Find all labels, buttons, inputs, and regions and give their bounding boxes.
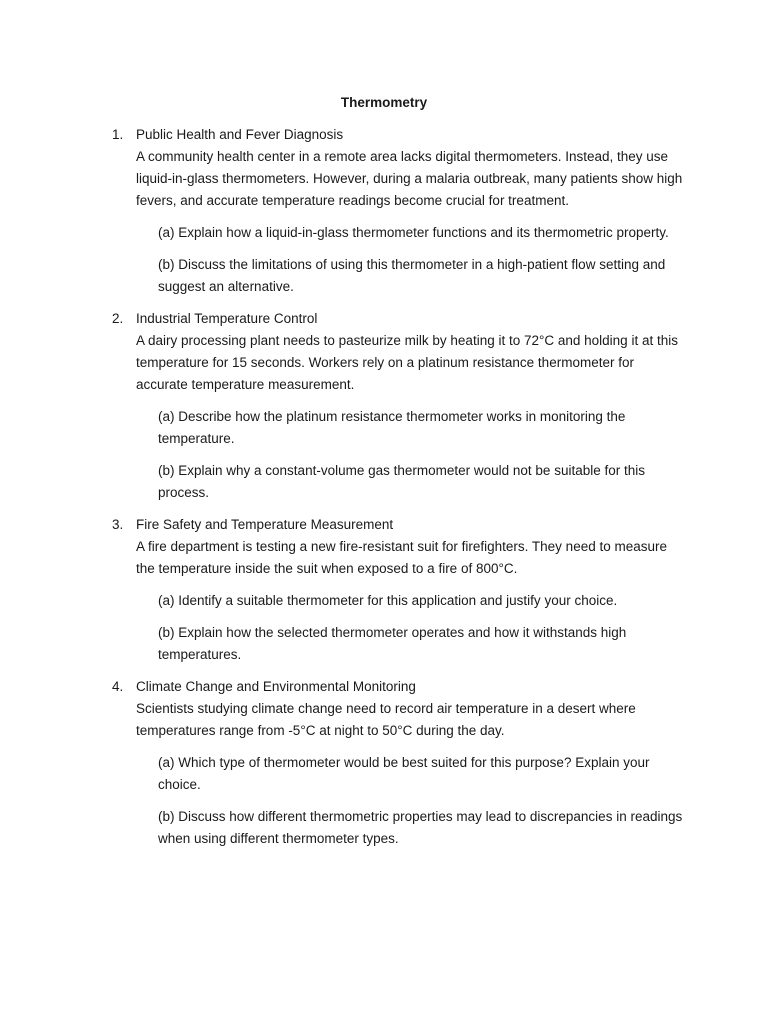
- question-part-b: (b) Explain why a constant-volume gas thermometer would not be suitable for this process.: [158, 463, 645, 500]
- question-part-b: (b) Discuss how different thermometric properties may lead to discrepancies in readings when using different thermometer types.: [158, 809, 683, 846]
- question-part-a: (a) Identify a suitable thermometer for this application and justify your choice.: [158, 593, 618, 608]
- question-scenario: A community health center in a remote area lacks digital thermometers. Instead, they use liquid-in-glass thermometers. However, during a malaria outbreak, many patients show high fevers, and accurate temperature readings become crucial for treatment.: [136, 149, 683, 208]
- question-number: 3.: [112, 517, 124, 532]
- question-heading: Public Health and Fever Diagnosis: [136, 127, 344, 142]
- question-scenario: Scientists studying climate change need to record air temperature in a desert where temperatures range from -5°C at night to 50°C during the day.: [136, 701, 636, 738]
- question-3: [108, 514, 683, 666]
- question-part-b: (b) Discuss the limitations of using this thermometer in a high-patient flow setting and suggest an alternative.: [158, 257, 666, 294]
- question-number: 2.: [112, 311, 124, 326]
- question-heading: Climate Change and Environmental Monitoring: [136, 679, 416, 694]
- question-part-a: (a) Describe how the platinum resistance thermometer works in monitoring the temperature.: [158, 409, 626, 446]
- question-1: [108, 124, 683, 298]
- question-scenario: A fire department is testing a new fire-resistant suit for firefighters. They need to measure the temperature inside the suit when exposed to a fire of 800°C.: [136, 539, 668, 576]
- question-heading: Industrial Temperature Control: [136, 311, 318, 326]
- question-scenario: A dairy processing plant needs to pasteurize milk by heating it to 72°C and holding it at this temperature for 15 seconds. Workers rely on a platinum resistance thermometer for accurate temperature measurement.: [136, 333, 678, 392]
- question-part-a: (a) Explain how a liquid-in-glass thermometer functions and its thermometric property.: [158, 225, 669, 240]
- question-part-a: (a) Which type of thermometer would be best suited for this purpose? Explain your choice.: [158, 755, 650, 792]
- question-number: 1.: [112, 127, 124, 142]
- question-heading: Fire Safety and Temperature Measurement: [136, 517, 394, 532]
- question-part-b: (b) Explain how the selected thermometer operates and how it withstands high temperatures.: [158, 625, 627, 662]
- document-title: Thermometry: [340, 95, 428, 110]
- question-2: [108, 308, 683, 504]
- question-list: [108, 124, 683, 860]
- question-number: 4.: [112, 679, 124, 694]
- question-4: [108, 676, 683, 850]
